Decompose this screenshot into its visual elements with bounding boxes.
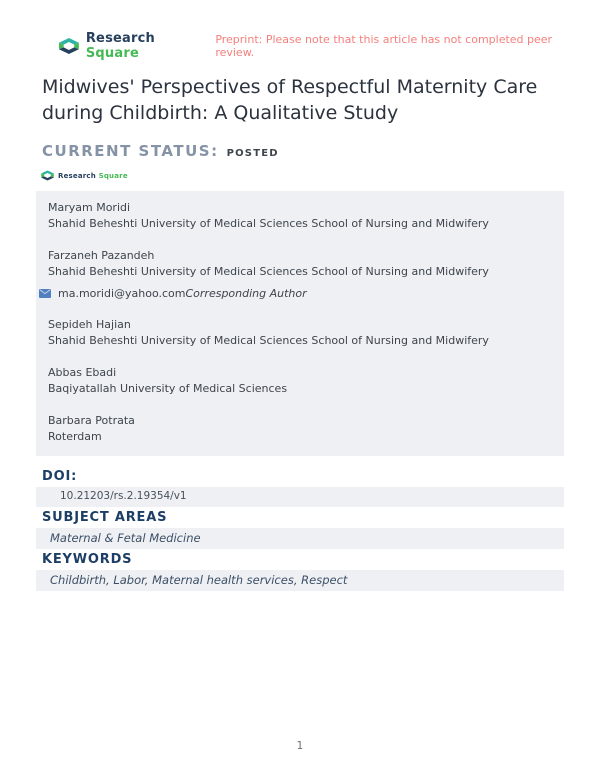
keywords-label: KEYWORDS [42,552,133,567]
author-affiliation: Shahid Beheshti University of Medical Sciences School of Nursing and Midwifery [48,333,489,347]
corresponding-author-note: Corresponding Author [185,287,307,300]
article-meta [36,469,564,591]
author-name: Sepideh Hajian [48,318,131,331]
corresponding-author-row [39,287,552,300]
author-affiliation: Shahid Beheshti University of Medical Sciences School of Nursing and Midwifery [48,264,489,278]
subject-areas-value: Maternal & Fetal Medicine [36,528,564,549]
author-entry [48,317,552,348]
research-square-logo-small [40,169,564,182]
subject-areas-label: SUBJECT AREAS [42,510,168,525]
header [57,31,564,61]
author-name: Barbara Potrata [48,414,135,427]
author-affiliation: Roterdam [48,429,102,443]
current-status-value: POSTED [226,148,279,159]
doi-value: 10.21203/rs.2.19354/v1 [36,487,564,507]
author-entry [48,200,552,231]
keywords-value: Childbirth, Labor, Maternal health services, Respect [36,570,564,591]
research-square-logo-text: Research Square [85,31,155,61]
research-square-logo-small-text: Research Square [58,171,128,180]
envelope-icon [39,289,51,298]
research-square-logo[interactable] [57,31,202,61]
author-entry [48,365,552,396]
authors-box [36,191,564,456]
author-entry [48,248,552,300]
corresponding-author-email[interactable]: ma.moridi@yahoo.com [58,287,186,300]
page-number: 1 [296,740,304,752]
author-name: Abbas Ebadi [48,366,117,379]
preprint-review-notice: Preprint: Please note that this article has not completed peer review. [215,33,553,59]
author-affiliation: Baqiyatallah University of Medical Sciences [48,381,288,395]
author-entry [48,413,552,444]
author-name: Farzaneh Pazandeh [48,249,155,262]
current-status-label: CURRENT STATUS: [42,142,219,160]
author-affiliation: Shahid Beheshti University of Medical Sciences School of Nursing and Midwifery [48,216,489,230]
author-name: Maryam Moridi [48,201,131,214]
doi-label: DOI: [42,469,78,484]
research-square-logo-icon [57,35,81,57]
research-square-logo-small-icon [40,169,55,182]
current-status-row [42,142,564,160]
article-title: Midwives' Perspectives of Respectful Maternity Care during Childbirth: A Qualitative Study [42,76,538,124]
